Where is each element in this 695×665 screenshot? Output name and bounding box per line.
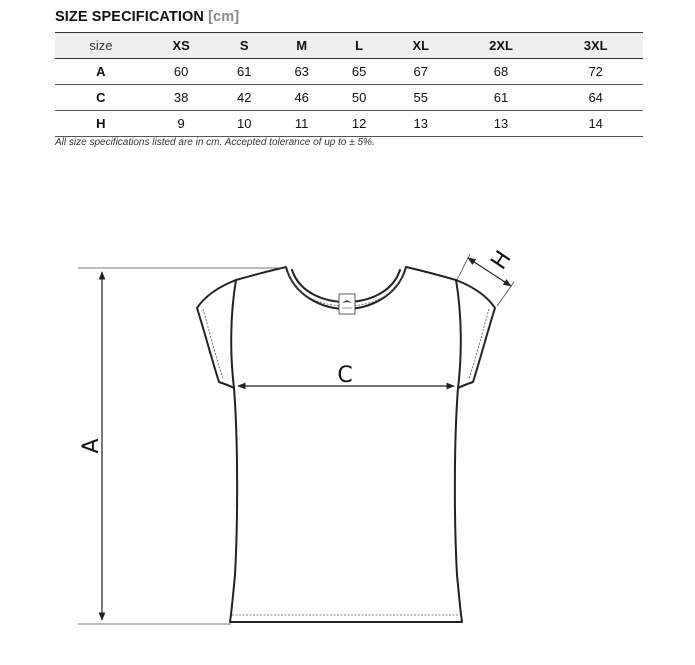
table-cell: 68 (454, 59, 549, 85)
table-cell: 12 (330, 111, 387, 137)
table-cell: 14 (548, 111, 643, 137)
table-cell: 10 (216, 111, 273, 137)
table-cell: 67 (388, 59, 454, 85)
table-cell: 9 (147, 111, 216, 137)
size-header: S (216, 33, 273, 59)
row-label: C (55, 85, 147, 111)
size-header: 3XL (548, 33, 643, 59)
table-cell: 42 (216, 85, 273, 111)
measure-a (78, 268, 287, 624)
size-column-header: size (55, 33, 147, 59)
table-cell: 13 (454, 111, 549, 137)
table-cell: 60 (147, 59, 216, 85)
label-a: A (79, 438, 104, 454)
table-cell: 46 (273, 85, 330, 111)
table-cell: 38 (147, 85, 216, 111)
label-h: H (486, 246, 517, 275)
table-cell: 64 (548, 85, 643, 111)
table-cell: 13 (388, 111, 454, 137)
table-cell: 72 (548, 59, 643, 85)
table-cell: 11 (273, 111, 330, 137)
tshirt-stitching (203, 272, 489, 615)
tshirt-outline (197, 267, 495, 622)
table-cell: 55 (388, 85, 454, 111)
table-cell: 61 (216, 59, 273, 85)
size-header: M (273, 33, 330, 59)
table-cell: 63 (273, 59, 330, 85)
title-main: SIZE SPECIFICATION (55, 9, 204, 25)
tolerance-note: All size specifications listed are in cm. Accepted tolerance of up to ± 5%. (55, 137, 375, 148)
size-header: L (330, 33, 387, 59)
size-header: 2XL (454, 33, 549, 59)
title-unit: [cm] (208, 9, 240, 25)
table-cell: 61 (454, 85, 549, 111)
bird-logo-icon (339, 294, 355, 314)
row-label: A (55, 59, 147, 85)
table-cell: 65 (330, 59, 387, 85)
table-cell: 50 (330, 85, 387, 111)
size-header: XS (147, 33, 216, 59)
row-label: H (55, 111, 147, 137)
size-header: XL (388, 33, 454, 59)
label-c: C (337, 363, 353, 388)
